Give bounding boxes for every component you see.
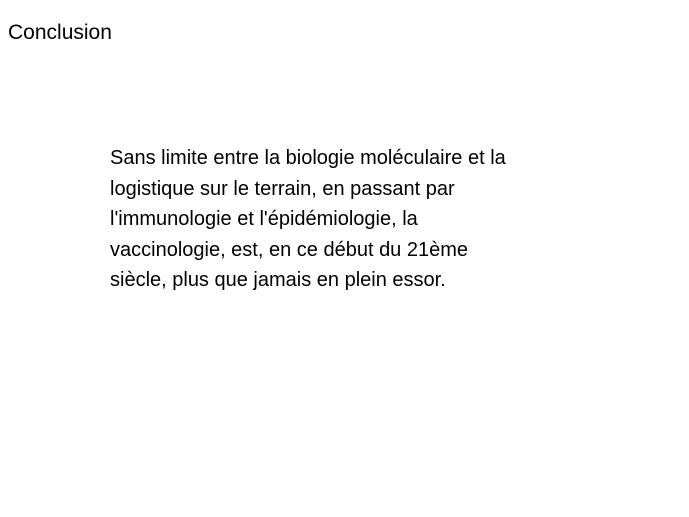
body-line: l'immunologie et l'épidémiologie, la	[110, 208, 418, 230]
slide-title: Conclusion	[8, 21, 112, 44]
slide-body-text	[110, 143, 580, 296]
body-line: vaccinologie, est, en ce début du 21ème	[110, 238, 469, 261]
body-line: siècle, plus que jamais en plein essor.	[110, 269, 446, 291]
body-line: Sans limite entre la biologie moléculaire et la	[110, 147, 506, 169]
body-line: logistique sur le terrain, en passant par	[110, 177, 455, 200]
